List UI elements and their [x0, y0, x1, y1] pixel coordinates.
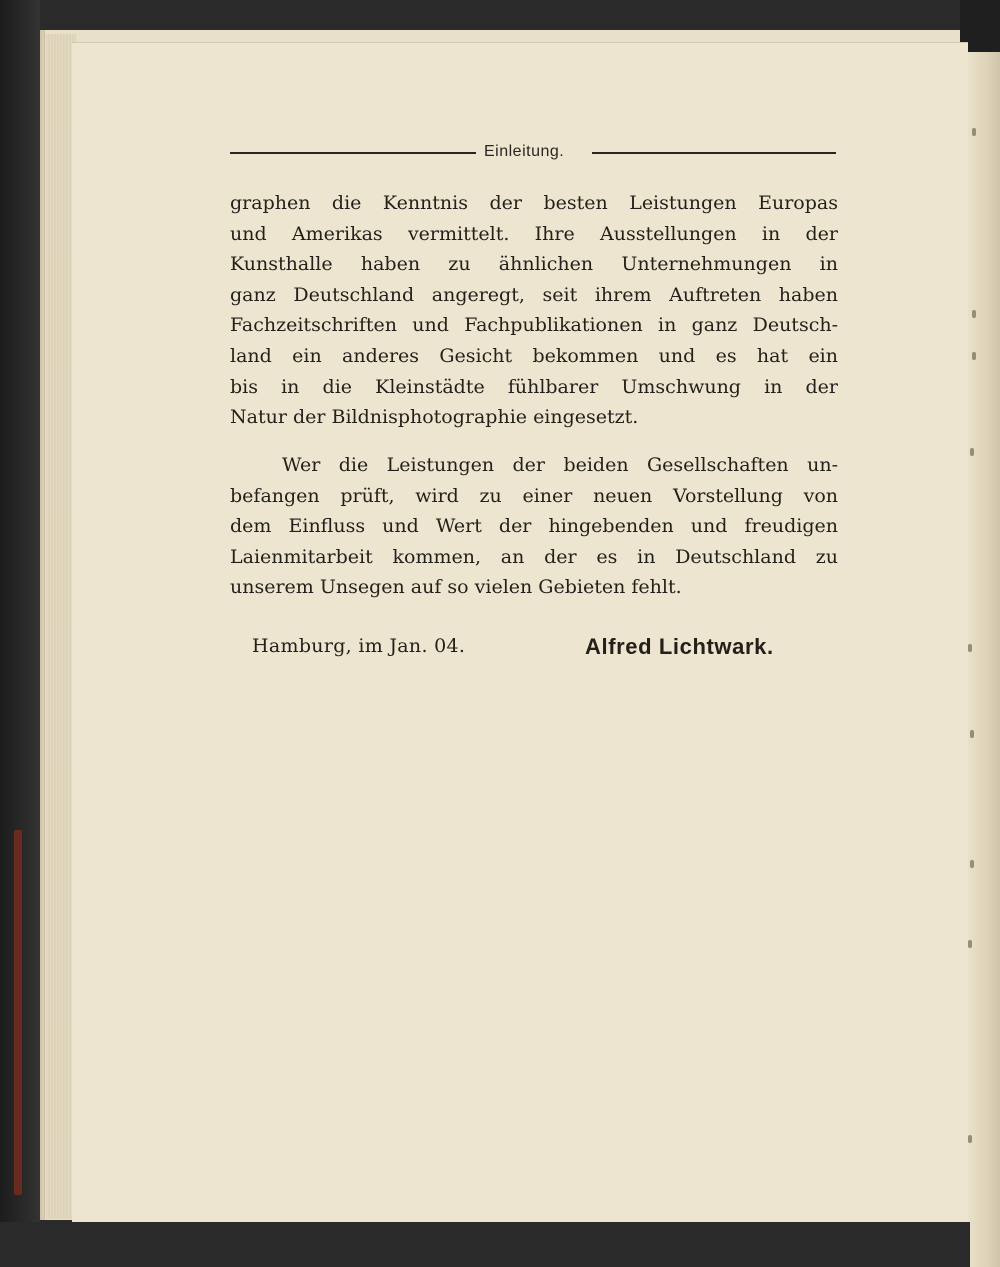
header-title: Einleitung.	[484, 143, 565, 160]
text-line: befangen prüft, wird zu einer neuen Vorstellung von	[230, 484, 838, 507]
text-line: Wer die Leistungen der beiden Gesellschaften un-	[282, 454, 838, 476]
text-line: Kunsthalle haben zu ähnlichen Unternehmungen in	[230, 253, 838, 276]
text-line: Fachzeitschriften und Fachpublikationen in ganz Deutsch-	[230, 314, 838, 337]
text-line: Natur der Bildnisphotographie eingesetzt.	[230, 406, 639, 429]
text-line: unserem Unsegen auf so vielen Gebieten fehlt.	[230, 576, 682, 599]
text-line: ganz Deutschland angeregt, seit ihrem Auftreten haben	[230, 283, 838, 306]
paragraph-2	[230, 450, 838, 603]
text-line: bis in die Kleinstädte fühlbarer Umschwung in der	[230, 375, 838, 398]
text-line: Laienmitarbeit kommen, an der es in Deutschland zu	[230, 545, 838, 568]
header-rule-right	[592, 152, 836, 154]
signature-name: Alfred Lichtwark.	[585, 634, 774, 659]
paragraph-1	[230, 188, 838, 433]
signature-place-date: Hamburg, im Jan. 04.	[252, 635, 466, 657]
header-rule-left	[230, 152, 476, 154]
text-line: land ein anderes Gesicht bekommen und es hat ein	[230, 344, 838, 367]
running-header	[230, 143, 838, 165]
text-line: graphen die Kenntnis der besten Leistungen Europas	[230, 192, 838, 214]
book-cover-edge	[14, 830, 22, 1195]
gutter-strip	[968, 52, 1000, 1267]
text-line: dem Einfluss und Wert der hingebenden und freudigen	[230, 515, 838, 538]
text-line: und Amerikas vermittelt. Ihre Ausstellungen in der	[230, 222, 838, 245]
scan-background-bottom	[0, 1222, 970, 1267]
